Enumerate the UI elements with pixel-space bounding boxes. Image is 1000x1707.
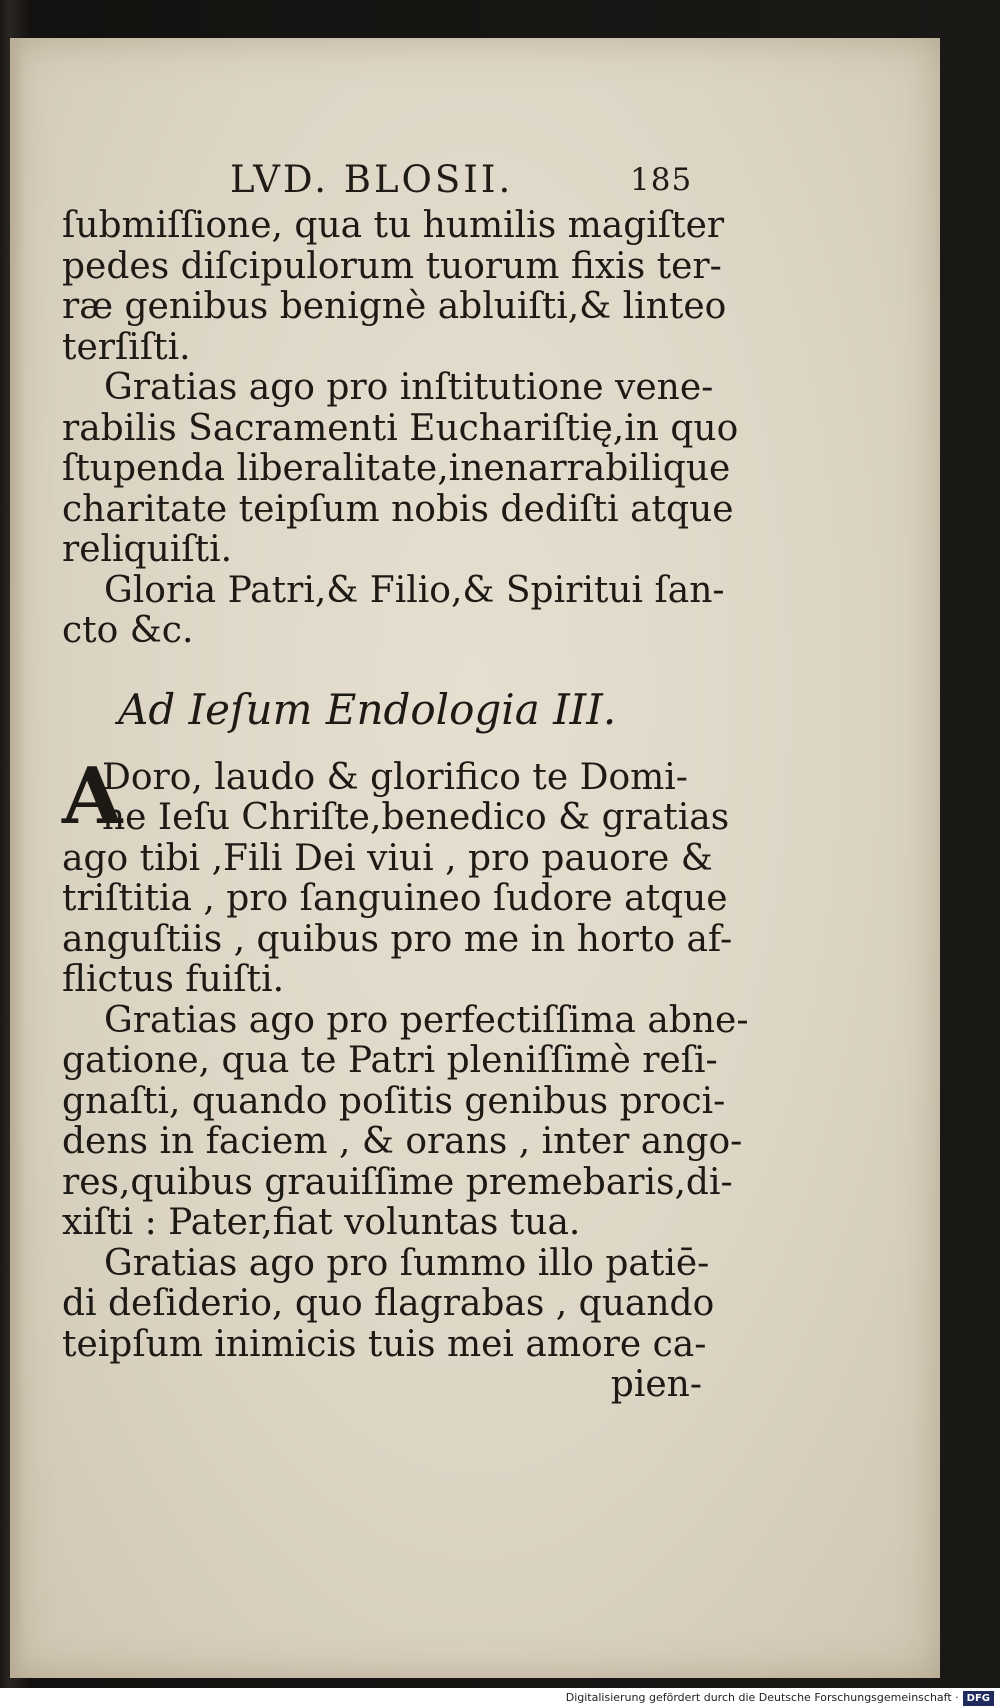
running-head-title: LVD. BLOSII. bbox=[230, 158, 514, 201]
text-line: gnaſti, quando poſitis genibus proci- bbox=[62, 1080, 726, 1122]
text-line: Gratias ago pro perfectiſſima abne- bbox=[104, 999, 749, 1041]
text-line: ræ genibus benignè abluiſti,& linteo bbox=[62, 286, 727, 327]
page-number: 185 bbox=[630, 162, 693, 198]
drop-capital: A bbox=[62, 750, 123, 842]
text-line: reliquiſti. bbox=[62, 529, 233, 570]
text-line: charitate teipſum nobis dediſti atque bbox=[62, 488, 734, 530]
text-line: Gratias ago pro ſummo illo patiē- bbox=[104, 1242, 710, 1284]
dfg-logo: DFG bbox=[963, 1691, 994, 1706]
paragraph bbox=[62, 999, 749, 1244]
text-line: terſiſti. bbox=[62, 326, 191, 368]
page-gutter-edge bbox=[10, 38, 24, 1678]
credit-text: Digitalisierung gefördert durch die Deutsche Forschungsgemeinschaft · bbox=[565, 1691, 959, 1704]
text-line: ſubmiſſione, qua tu humilis magiſter bbox=[62, 205, 725, 246]
text-line: di deſiderio, quo flagrabas , quando bbox=[62, 1283, 715, 1324]
body-text bbox=[62, 205, 749, 1406]
text-line: Doro, laudo & glorifico te Domi- bbox=[102, 756, 688, 798]
text-line: anguſtiis , quibus pro me in horto af- bbox=[62, 918, 733, 960]
digitization-credit bbox=[0, 1688, 1000, 1707]
text-line: flictus fuiſti. bbox=[62, 959, 285, 1000]
paragraph bbox=[62, 1242, 715, 1366]
paragraph bbox=[62, 569, 725, 652]
running-head bbox=[230, 158, 790, 208]
text-line: xiſti : Pater,fiat voluntas tua. bbox=[62, 1202, 581, 1243]
section-heading: Ad Ieſum Endologia III. bbox=[118, 684, 617, 734]
text-line: teipſum inimicis tuis mei amore ca- bbox=[62, 1323, 707, 1365]
text-line: Gloria Patri,& Filio,& Spiritui ſan- bbox=[104, 569, 725, 611]
text-line: dens in faciem , & orans , inter ango- bbox=[62, 1121, 743, 1162]
catchword: pien- bbox=[610, 1364, 702, 1405]
text-line: ago tibi ,Fili Dei viui , pro pauore & bbox=[62, 837, 713, 879]
text-line: res,quibus grauiſſime premebaris,di- bbox=[62, 1161, 733, 1203]
text-line: ſtupenda liberalitate,inenarrabilique bbox=[62, 448, 731, 489]
text-line: Gratias ago pro inſtitutione vene- bbox=[104, 367, 714, 408]
paragraph-with-dropcap bbox=[62, 750, 733, 1001]
paragraph bbox=[62, 205, 727, 368]
text-line: cto &c. bbox=[62, 610, 194, 651]
text-line: triſtitia , pro ſanguineo ſudore atque bbox=[62, 878, 728, 919]
paragraph bbox=[62, 367, 739, 571]
text-line: gatione, qua te Patri pleniſſimè reſi- bbox=[62, 1040, 718, 1081]
text-line: pedes diſcipulorum tuorum fixis ter- bbox=[62, 245, 722, 287]
text-line: ne Ieſu Chriſte,benedico & gratias bbox=[102, 797, 730, 838]
text-line: rabilis Sacramenti Euchariſtię,in quo bbox=[62, 407, 739, 449]
